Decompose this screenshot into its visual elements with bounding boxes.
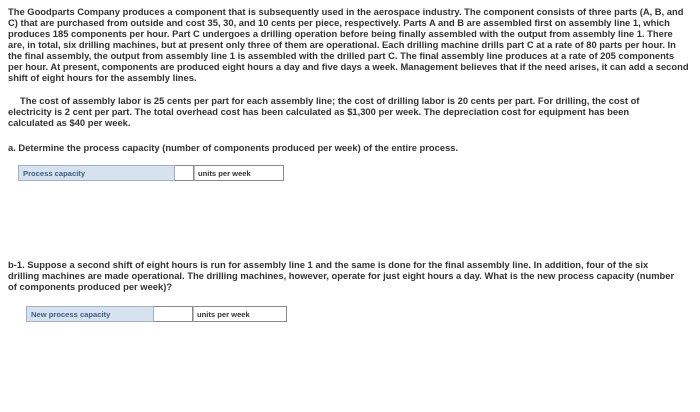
new-process-capacity-input[interactable]	[154, 306, 193, 322]
process-capacity-answer-row	[18, 165, 692, 181]
process-capacity-label: Process capacity	[18, 165, 175, 181]
process-capacity-unit: units per week	[194, 165, 284, 181]
problem-paragraph-1: The Goodparts Company produces a component that is subsequently used in the aerospace industry. The component consists of three parts (A, B, and C) that are purchased from outside and cost 35, 30, and 10 cents per piece, respectively. Parts A and B are assembled first on assembly line 1, which produces 185 components per hour. Part C undergoes a drilling operation before being finally assembled with the output from assembly line 1. There are, in total, six drilling machines, but at present only three of them are operational. Each drilling machine drills part C at a rate of 80 parts per hour. In the final assembly, the output from assembly line 1 is assembled with the drilled part C. The final assembly line produces at a rate of 205 components per hour. At present, components are produced eight hours a day and five days a week. Management believes that if the need arises, it can add a second shift of eight hours for the assembly lines.	[8, 6, 689, 83]
process-capacity-input[interactable]	[175, 165, 194, 181]
part-a-question: a. Determine the process capacity (number of components produced per week) of the entire process.	[8, 142, 459, 153]
new-process-capacity-label: New process capacity	[26, 306, 154, 322]
part-b1-question: b-1. Suppose a second shift of eight hours is run for assembly line 1 and the same is done for the final assembly line. In addition, four of the six drilling machines are made operational. The drilling machines, however, operate for just eight hours a day. What is the new process capacity (number of components produced per week)?	[8, 259, 675, 292]
problem-paragraph-2: The cost of assembly labor is 25 cents per part for each assembly line; the cost of drilling labor is 20 cents per part. For drilling, the cost of electricity is 2 cent per part. The total overhead cost has been calculated as $1,300 per week. The depreciation cost for equipment has been calculated as $40 per week.	[8, 95, 640, 128]
new-process-capacity-answer-row	[26, 306, 692, 322]
new-process-capacity-unit: units per week	[193, 306, 287, 322]
